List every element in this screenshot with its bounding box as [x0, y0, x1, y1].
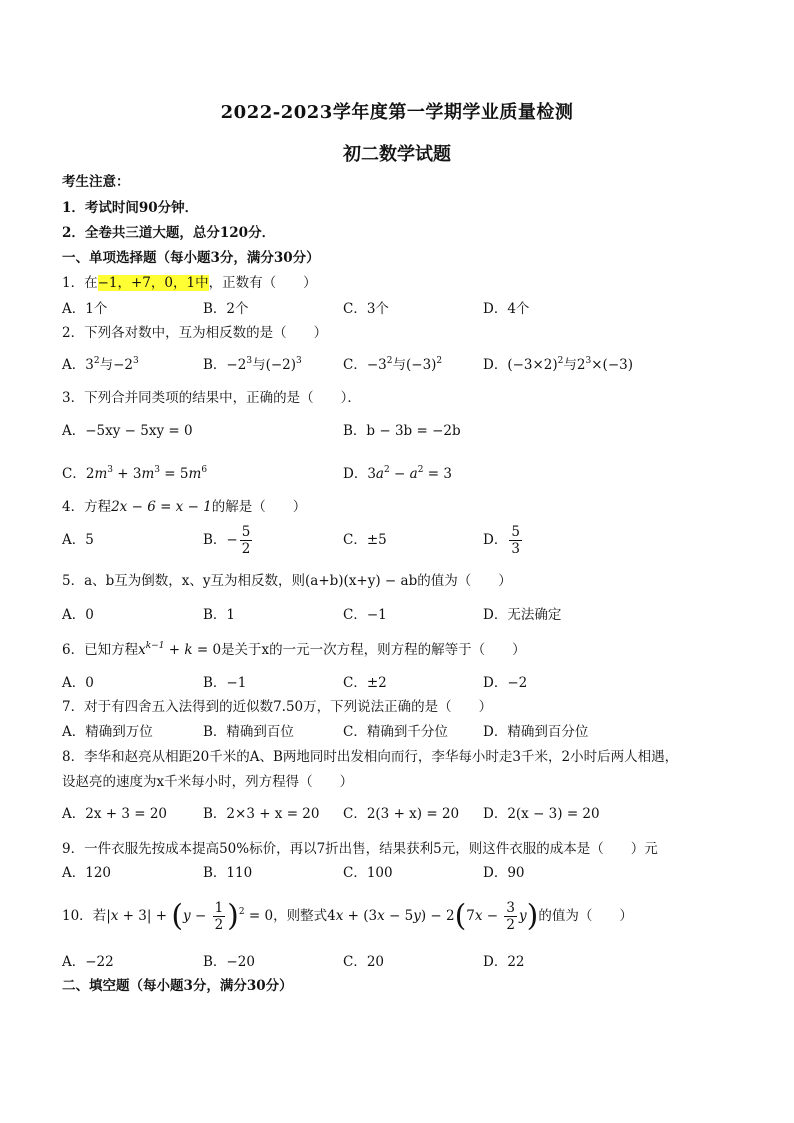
- q4-option-c: C．±5: [343, 532, 387, 548]
- note-1: 1．考试时间90分钟．: [62, 200, 199, 216]
- q9-option-d: D．90: [483, 865, 525, 881]
- q4-d-fraction: $\frac{5}{3}$: [511, 524, 520, 557]
- q4-option-d: D． $\frac{5}{3}$: [483, 524, 520, 557]
- q2-option-a: A．$3^2$与$-2^3$: [62, 356, 139, 373]
- q8-stem-line2: 设赵亮的速度为x千米每小时，列方程得（ ）: [62, 774, 354, 790]
- q8-option-a: A．2x + 3 = 20: [62, 806, 168, 822]
- q7-option-b: B．精确到百位: [203, 724, 294, 740]
- q7-option-d: D．精确到百分位: [483, 724, 589, 740]
- q8-option-b: B．2×3 + x = 20: [203, 806, 320, 822]
- q1-highlight: −1，+7，0，1中: [97, 275, 209, 291]
- page-title: 2022-2023学年度第一学期学业质量检测: [220, 102, 574, 123]
- q6-option-d: D．−2: [483, 675, 528, 691]
- q8-stem-line1: 8．李华和赵亮从相距20千米的A、B两地同时出发相向而行，李华每小时走3千米，2小时后两人相遇，: [62, 749, 679, 765]
- q6-option-c: C．±2: [343, 675, 387, 691]
- q3-option-c: C．$2m^3 + 3m^3 = 5m^6$: [62, 465, 208, 482]
- q5-stem: 5．a、b互为倒数，x、y互为相反数，则(a+b)(x+y) − ab的值为（ ）: [62, 573, 512, 589]
- q2-option-c: C．$-3^2$与$(-3)^2$: [343, 356, 443, 373]
- q4-option-b: B．− $\frac{5}{2}$: [203, 524, 251, 557]
- q10-option-d: D．22: [483, 954, 525, 970]
- q5-option-a: A．0: [62, 607, 94, 623]
- q5-option-d: D．无法确定: [483, 607, 562, 623]
- q8-option-d: D．2(x − 3) = 20: [483, 806, 600, 822]
- q10-stem: 10．若|x + 3| + (y − $\frac{1}{2}$ )$^2$ = 0，则整式4x + (3x − 5y) − 2(7x − $\frac{3}{2}$ y)的值为（ ）: [62, 898, 633, 934]
- q9-stem: 9．一件衣服先按成本提高50%标价，再以7折出售，结果获利5元，则这件衣服的成本是（ ）元: [62, 841, 658, 857]
- q3-option-d: D．$3a^2 - a^2 = 3$: [343, 465, 452, 482]
- q7-option-c: C．精确到千分位: [343, 724, 448, 740]
- q7-stem: 7．对于有四舍五入法得到的近似数7.50万，下列说法正确的是（ ）: [62, 699, 493, 715]
- notes-heading: 考生注意：: [62, 174, 130, 190]
- q5-option-c: C．−1: [343, 607, 387, 623]
- q2-option-d: D．$(-3\times 2)^2$与$2^3\times(-3)$: [483, 356, 633, 373]
- q10-option-b: B．−20: [203, 954, 255, 970]
- q9-option-c: C．100: [343, 865, 393, 881]
- q2-stem: 2．下列各对数中，互为相反数的是（ ）: [62, 325, 328, 341]
- q10-option-a: A．−22: [62, 954, 114, 970]
- q1-stem: 1．在−1，+7，0，1中，正数有（ ）: [62, 275, 317, 291]
- q9-option-a: A．120: [62, 865, 112, 881]
- section2-heading: 二、填空题（每小题3分，满分30分）: [62, 978, 293, 994]
- q4-b-fraction: $\frac{5}{2}$: [241, 524, 251, 557]
- q6-stem: 6．已知方程$x^{k-1} + k = 0$是关于x的一元一次方程，则方程的解等于（ ）: [62, 641, 526, 658]
- q3-option-b: B．b − 3b = −2b: [343, 423, 461, 439]
- page-subtitle: 初二数学试题: [343, 144, 451, 165]
- q6-option-a: A．0: [62, 675, 94, 691]
- note-2: 2．全卷共三道大题，总分120分．: [62, 225, 276, 241]
- q8-option-c: C．2(3 + x) = 20: [343, 806, 460, 822]
- q5-option-b: B．1: [203, 607, 236, 623]
- q7-option-a: A．精确到万位: [62, 724, 153, 740]
- q1-option-c: C．3个: [343, 301, 389, 317]
- section1-heading: 一、单项选择题（每小题3分，满分30分）: [62, 250, 320, 266]
- q3-stem: 3．下列合并同类项的结果中，正确的是（ ）．: [62, 390, 361, 406]
- q1-option-b: B．2个: [203, 301, 249, 317]
- q10-option-c: C．20: [343, 954, 385, 970]
- q9-option-b: B．110: [203, 865, 253, 881]
- q1-option-a: A．1个: [62, 301, 108, 317]
- q6-option-b: B．−1: [203, 675, 247, 691]
- q1-option-d: D．4个: [483, 301, 530, 317]
- q4-stem: 4．方程2x − 6 = x − 1的解是（ ）: [62, 499, 307, 515]
- q3-option-a: A．−5xy − 5xy = 0: [62, 423, 193, 439]
- q4-option-a: A．5: [62, 532, 94, 548]
- q2-option-b: B．$-2^3$与$(-2)^3$: [203, 356, 302, 373]
